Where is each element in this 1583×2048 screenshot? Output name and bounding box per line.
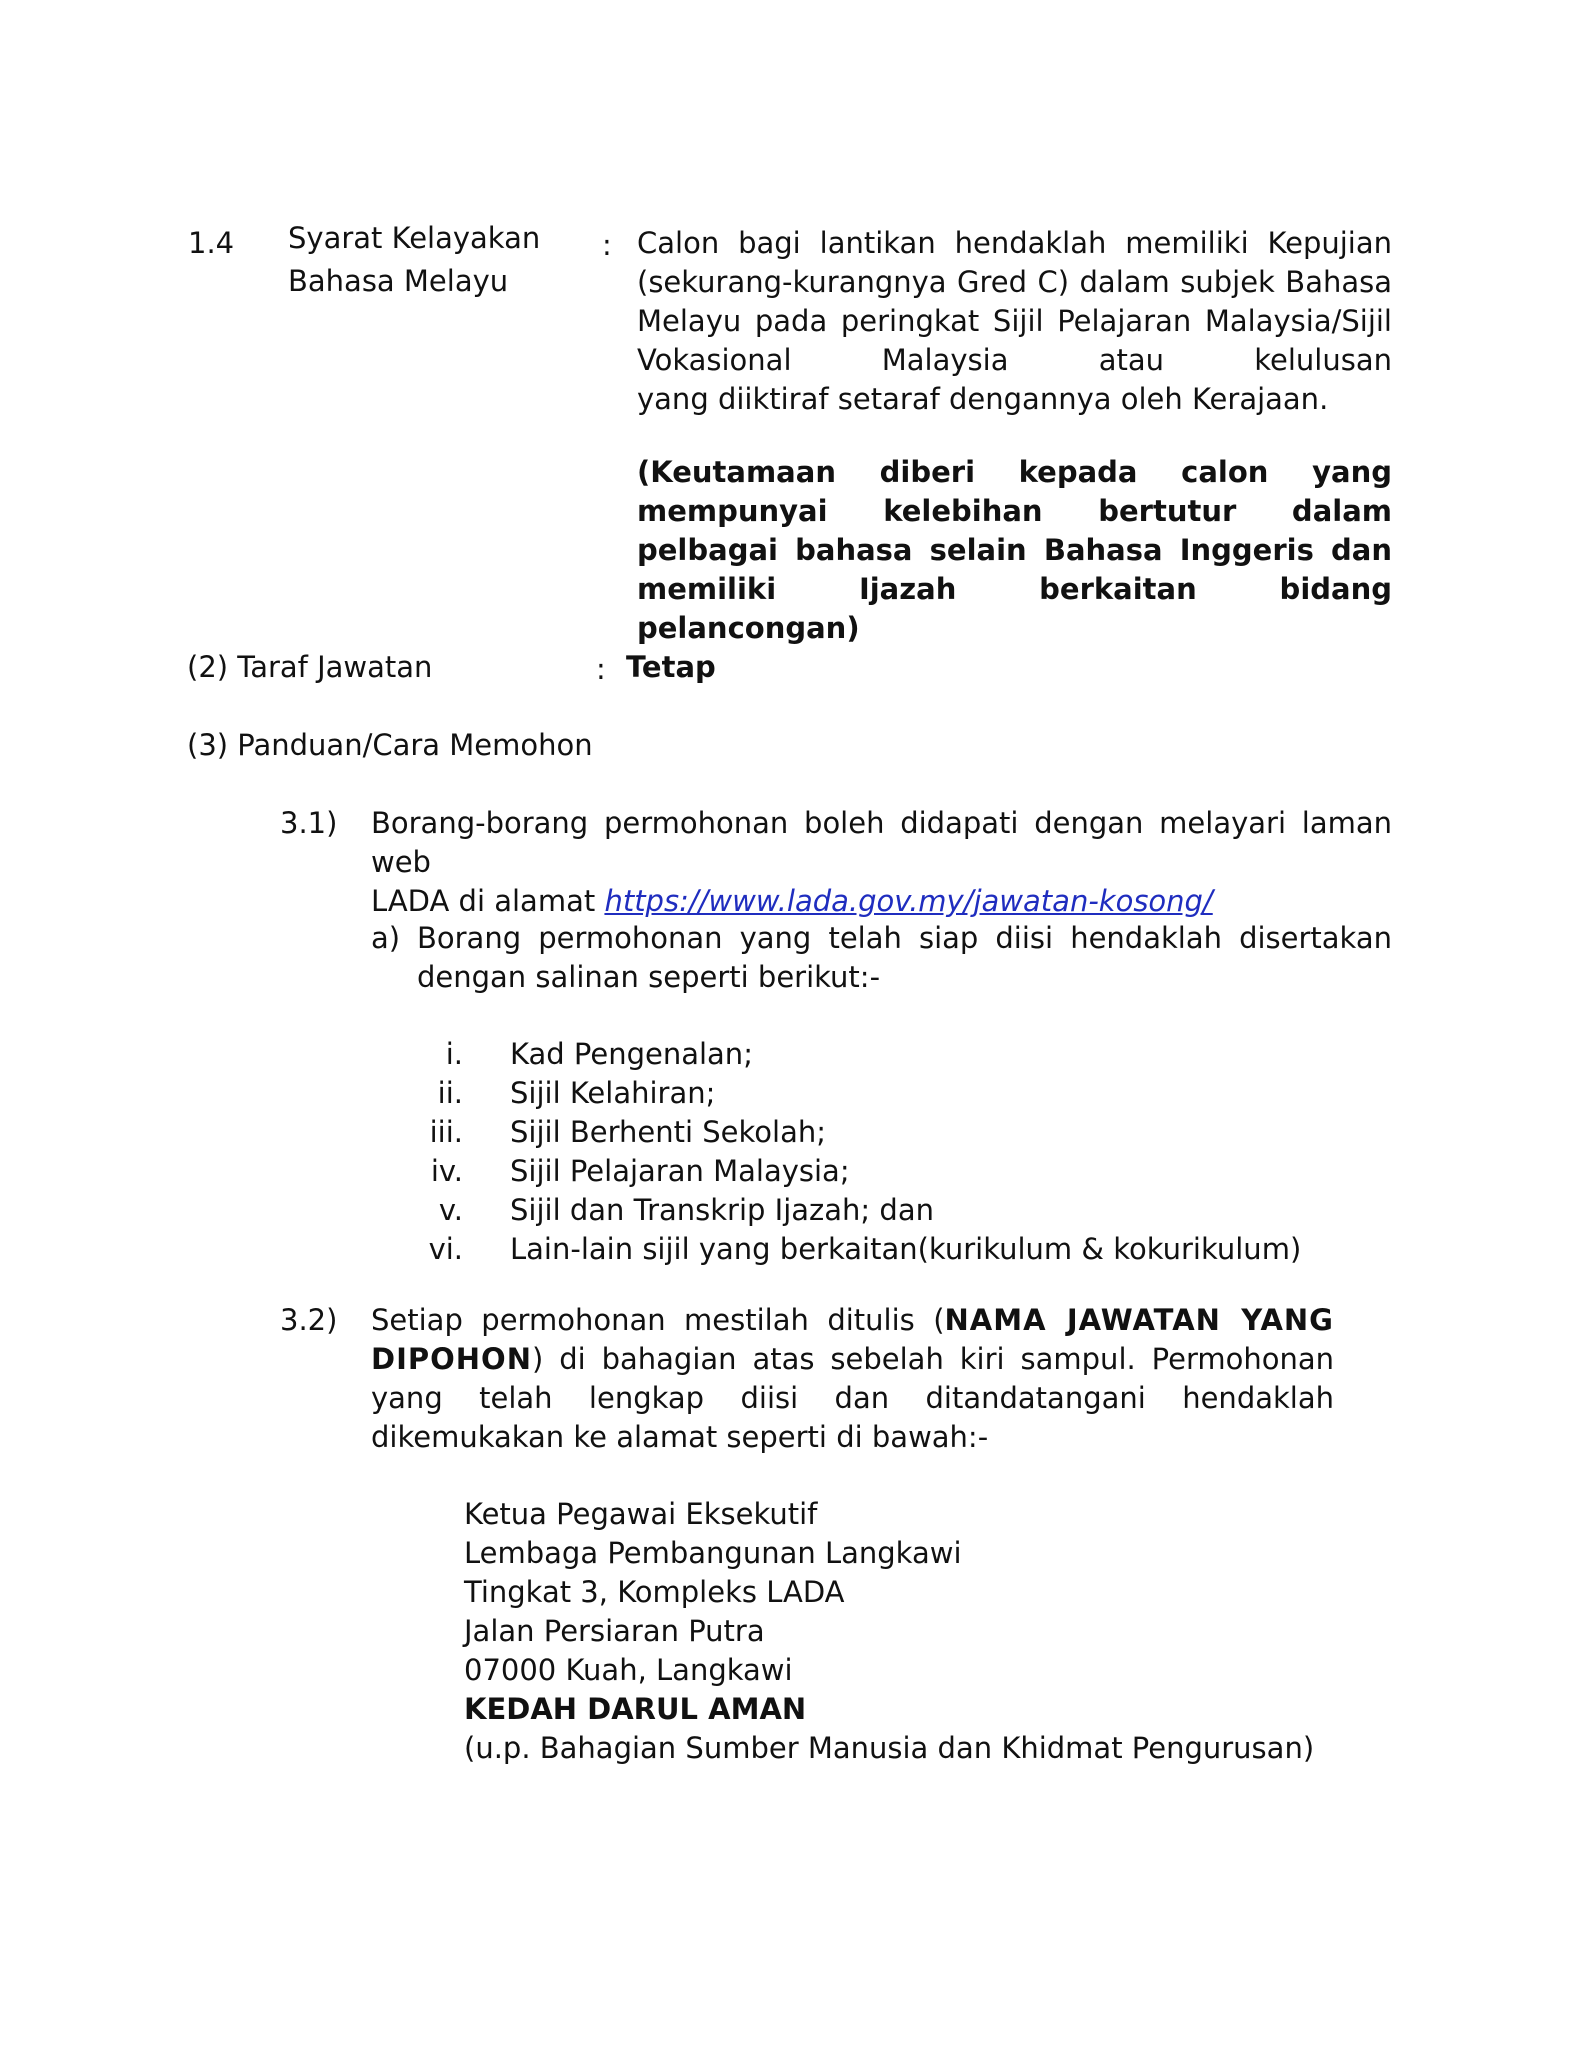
doc-number: iii. xyxy=(429,1115,463,1149)
priority-note: (Keutamaan diberi kepada calon yang mempunyai kelebihan bertutur dalam pelbagai bahasa selain Bahasa Inggeris dan memiliki Ijazah berkaitan bidang pelancongan) xyxy=(637,455,1392,645)
item-3-1-number: 3.1) xyxy=(280,806,338,840)
requirement-main: Calon bagi lantikan hendaklah memiliki Kepujian (sekurang-kurangnya Gred C) dalam subjek Bahasa Melayu pada peringkat Sijil Pelajaran Malaysia/Sijil Vokasional Malaysia atau kelulusan xyxy=(637,226,1392,377)
item-3-2-number: 3.2) xyxy=(280,1303,338,1337)
doc-item: Sijil Pelajaran Malaysia; xyxy=(510,1154,850,1188)
job-status-label: (2) Taraf Jawatan xyxy=(187,650,433,684)
address-attention: (u.p. Bahagian Sumber Manusia dan Khidmat Pengurusan) xyxy=(464,1731,1315,1765)
section-number: 1.4 xyxy=(188,226,235,260)
section-label-line2: Bahasa Melayu xyxy=(288,264,509,298)
address-line: Tingkat 3, Kompleks LADA xyxy=(464,1575,845,1609)
job-status-colon: : xyxy=(596,652,606,686)
application-url-link[interactable]: https://www.lada.gov.my/jawatan-kosong/ xyxy=(604,884,1213,918)
doc-item: Lain-lain sijil yang berkaitan(kurikulum & kokurikulum) xyxy=(510,1232,1302,1266)
application-guide-heading: (3) Panduan/Cara Memohon xyxy=(187,728,593,762)
doc-item: Sijil dan Transkrip Ijazah; dan xyxy=(510,1193,934,1227)
address-state: KEDAH DARUL AMAN xyxy=(464,1692,807,1726)
doc-item: Sijil Berhenti Sekolah; xyxy=(510,1115,826,1149)
requirement-last-line: yang diiktiraf setaraf dengannya oleh Kerajaan. xyxy=(637,382,1329,416)
doc-number: v. xyxy=(438,1193,463,1227)
job-status-value: Tetap xyxy=(626,650,716,684)
requirement-text xyxy=(637,224,1392,419)
doc-number: vi. xyxy=(428,1232,463,1266)
item-3-2-job-name: NAMA JAWATAN YANG DIPOHON xyxy=(371,1303,1334,1376)
item-3-1-line1: Borang-borang permohonan boleh didapati dengan melayari laman web xyxy=(371,806,1392,879)
section-colon: : xyxy=(602,228,612,262)
doc-number: i. xyxy=(445,1037,463,1071)
doc-number: ii. xyxy=(437,1076,463,1110)
item-3-2-text xyxy=(371,1301,1334,1457)
item-3-2-text-before: Setiap permohonan mestilah ditulis ( xyxy=(371,1303,945,1337)
documents-list xyxy=(405,1035,1305,1275)
item-3-1-text2: LADA di alamat xyxy=(371,884,596,918)
doc-number: iv. xyxy=(430,1154,463,1188)
section-label-line1: Syarat Kelayakan xyxy=(288,221,541,255)
address-line: Lembaga Pembangunan Langkawi xyxy=(464,1536,962,1570)
item-3-1-text xyxy=(371,804,1392,921)
address-line: 07000 Kuah, Langkawi xyxy=(464,1653,793,1687)
address-line: Jalan Persiaran Putra xyxy=(464,1614,765,1648)
address-line: Ketua Pegawai Eksekutif xyxy=(464,1497,818,1531)
item-3-1-line2 xyxy=(371,882,1392,921)
item-3-2-text-after: ) di bahagian atas sebelah kiri sampul. Permohonan yang telah lengkap diisi dan ditandatangani hendaklah dikemukakan ke alamat seperti di bawah:- xyxy=(371,1342,1334,1454)
mailing-address xyxy=(464,1495,1314,1768)
doc-item: Kad Pengenalan; xyxy=(510,1037,753,1071)
sub-a-letter: a) xyxy=(371,921,401,955)
sub-a-text: Borang permohonan yang telah siap diisi hendaklah disertakan dengan salinan seperti berikut:- xyxy=(417,921,1392,994)
doc-item: Sijil Kelahiran; xyxy=(510,1076,716,1110)
